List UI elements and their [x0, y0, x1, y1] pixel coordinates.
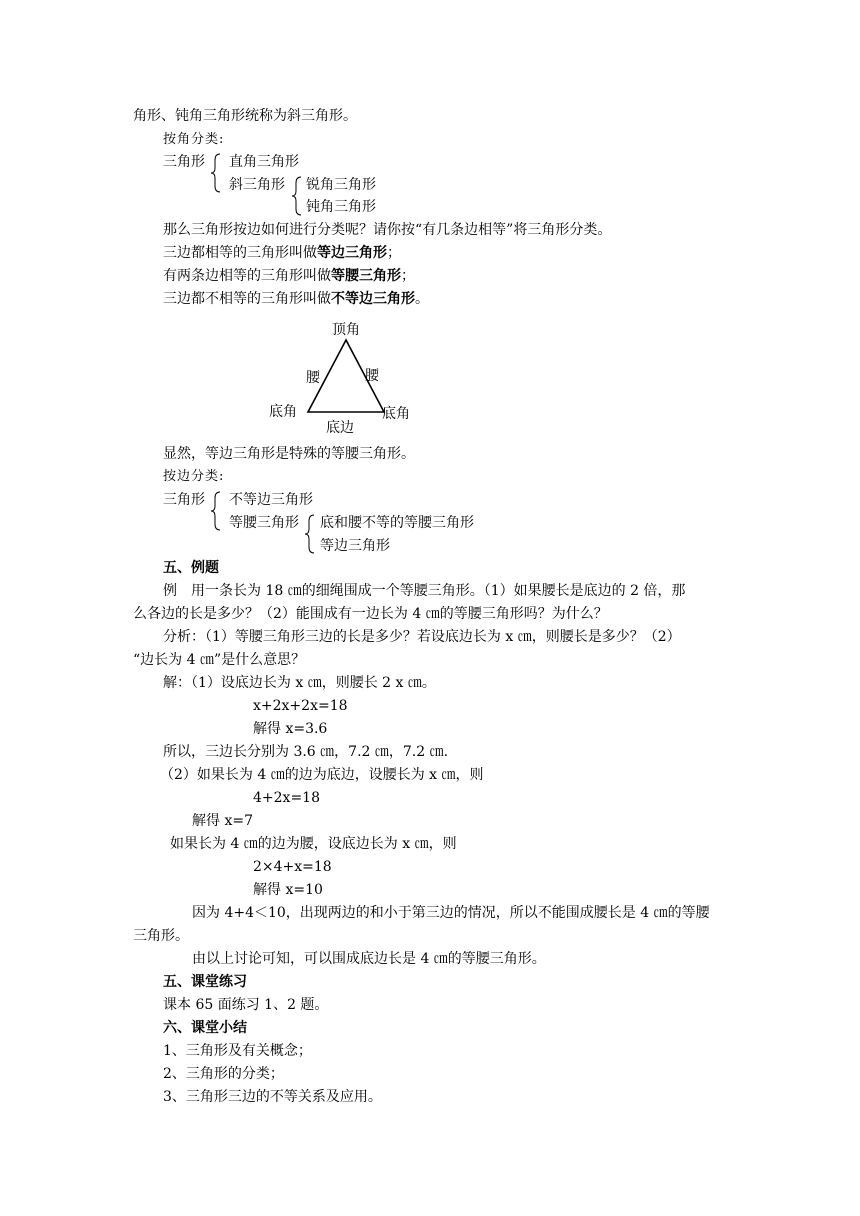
example-problem-line2: 么各边的长是多少？（2）能围成有一边长为 4 ㎝的等腰三角形吗？为什么？ — [133, 606, 608, 622]
definition-term: 等边三角形 — [317, 245, 387, 261]
side-tree-equilateral: 等边三角形 — [320, 538, 390, 554]
because-line1: 因为 4+4＜10，出现两边的和小于第三边的情况，所以不能围成腰长是 4 ㎝的等腰 — [192, 905, 710, 921]
side-question: 那么三角形按边如何进行分类呢？请你按“有几条边相等”将三角形分类。 — [163, 222, 612, 238]
side-tree-brace — [210, 490, 224, 532]
definition-text: 三边都不相等的三角形叫做 — [163, 291, 331, 307]
analysis-line1: 分析：（1）等腰三角形三边的长是多少？若设底边长为 x ㎝，则腰长是多少？（2） — [163, 629, 681, 645]
example-problem-line1: 例 用一条长为 18 ㎝的细绳围成一个等腰三角形。（1）如果腰长是底边的 2 倍，那 — [163, 583, 686, 599]
angle-tree-brace — [210, 152, 224, 194]
angle-tree-right: 直角三角形 — [229, 154, 299, 170]
side-classification-heading: 按边分类: — [163, 469, 225, 484]
definition-text: 有两条边相等的三角形叫做 — [163, 268, 331, 284]
case-2b: 如果长为 4 ㎝的边为腰，设底边长为 x ㎝，则 — [170, 836, 457, 852]
side-tree-root: 三角形 — [163, 492, 205, 508]
definition-term: 等腰三角形 — [331, 268, 401, 284]
definition-punct: 。 — [415, 291, 429, 307]
summary-item: 3、三角形三边的不等关系及应用。 — [163, 1089, 382, 1105]
summary-heading: 六、课堂小结 — [163, 1020, 247, 1036]
angle-tree-acute: 锐角三角形 — [306, 177, 376, 193]
equation-2b: 2×4+x=18 — [253, 859, 332, 875]
isosceles-triangle-diagram — [260, 318, 430, 438]
side-tree-isosceles: 等腰三角形 — [229, 515, 299, 531]
because-line2: 三角形。 — [133, 928, 189, 944]
left-leg-label: 腰 — [306, 370, 320, 386]
side-tree-iso-unequal: 底和腰不等的等腰三角形 — [320, 515, 474, 531]
definition-punct: ； — [401, 268, 415, 284]
definition-term: 不等边三角形 — [331, 291, 415, 307]
equation-2a: 4+2x=18 — [253, 790, 320, 806]
isosceles-tree-brace — [304, 513, 318, 555]
definition-equilateral — [163, 243, 401, 263]
right-leg-label: 腰 — [365, 368, 379, 384]
intro-tail: 角形、钝角三角形统称为斜三角形。 — [133, 108, 357, 124]
conclusion-1: 所以，三边长分别为 3.6 ㎝，7.2 ㎝，7.2 ㎝. — [163, 744, 449, 760]
result-1: 解得 x=3.6 — [253, 721, 328, 737]
left-base-angle-label: 底角 — [269, 404, 297, 420]
practice-heading: 五、课堂练习 — [163, 974, 247, 990]
angle-tree-root: 三角形 — [163, 154, 205, 170]
case-2a: （2）如果长为 4 ㎝的边为底边，设腰长为 x ㎝，则 — [160, 767, 484, 783]
result-2b: 解得 x=10 — [253, 882, 323, 898]
angle-classification-heading: 按角分类: — [163, 132, 225, 147]
summary-item: 2、三角形的分类； — [163, 1066, 284, 1082]
final-conclusion: 由以上讨论可知，可以围成底边长是 4 ㎝的等腰三角形。 — [192, 951, 546, 967]
equation-1: x+2x+2x=18 — [253, 698, 348, 714]
solution-part1: 解：（1）设底边长为 x ㎝，则腰长 2 x ㎝。 — [163, 675, 436, 691]
analysis-line2: “边长为 4 ㎝”是什么意思？ — [133, 652, 306, 668]
apex-angle-label: 顶角 — [332, 322, 360, 338]
angle-tree-obtuse: 钝角三角形 — [306, 199, 376, 215]
angle-tree-oblique: 斜三角形 — [229, 177, 285, 193]
side-tree-scalene: 不等边三角形 — [229, 492, 313, 508]
example-heading: 五、例题 — [163, 560, 219, 576]
definition-scalene — [163, 289, 429, 309]
summary-item: 1、三角形及有关概念； — [163, 1043, 312, 1059]
obviously-statement: 显然，等边三角形是特殊的等腰三角形。 — [163, 446, 415, 462]
practice-text: 课本 65 面练习 1、2 题。 — [163, 997, 329, 1013]
result-2a: 解得 x=7 — [192, 813, 253, 829]
right-base-angle-label: 底角 — [382, 406, 410, 422]
base-label: 底边 — [326, 420, 354, 436]
definition-isosceles — [163, 266, 415, 286]
oblique-tree-brace — [291, 175, 305, 217]
definition-punct: ； — [387, 245, 401, 261]
definition-text: 三边都相等的三角形叫做 — [163, 245, 317, 261]
